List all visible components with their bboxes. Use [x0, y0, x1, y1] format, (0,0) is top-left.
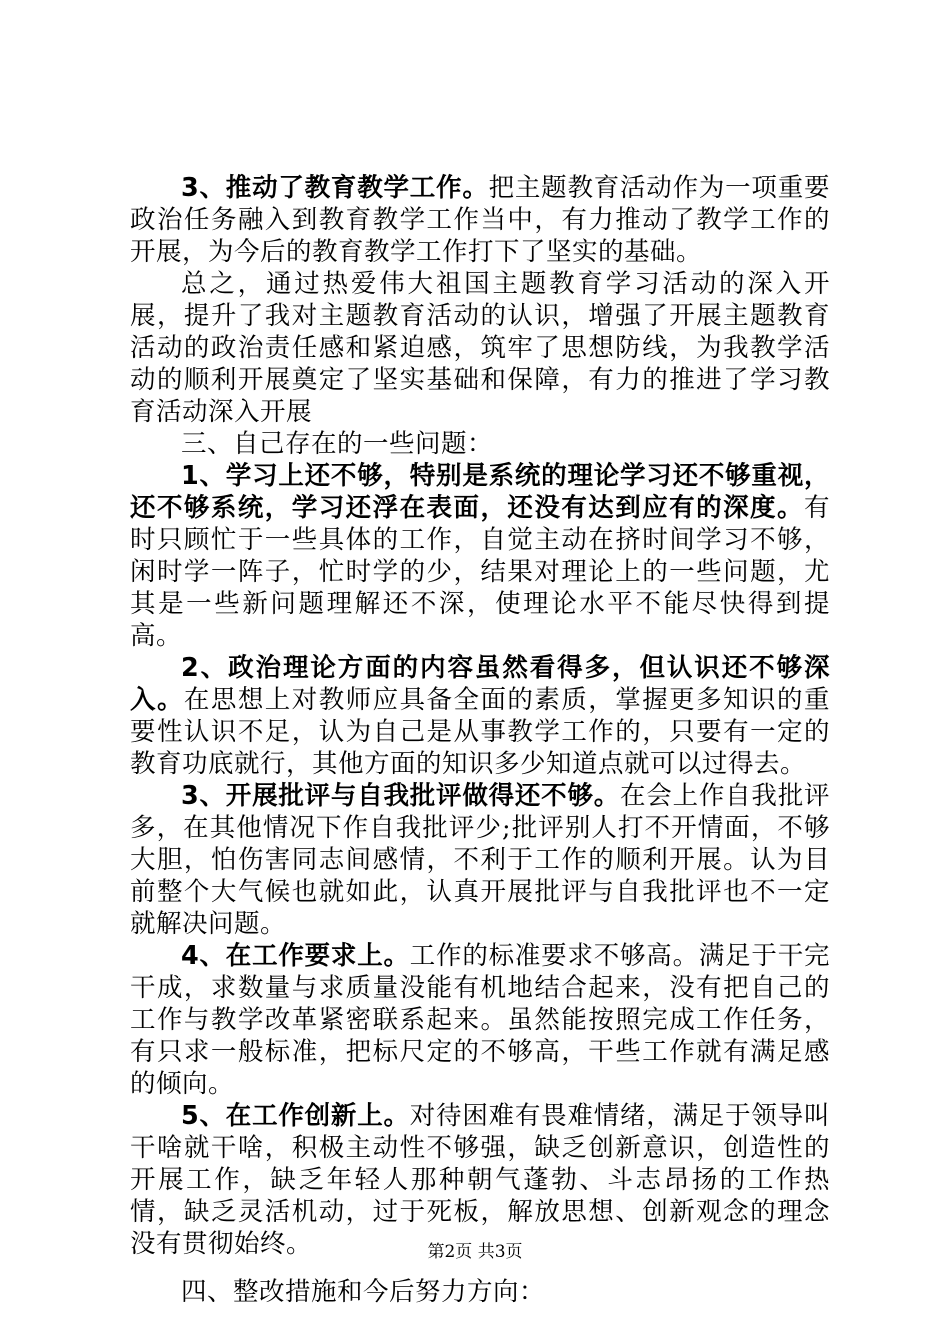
- paragraph-text: 总之，通过热爱伟大祖国主题教育学习活动的深入开展，提升了我对主题教育活动的认识，增强了开展主题教育活动的政治责任感和紧迫感，筑牢了思想防线，为我教学活动的顺利开展奠定了坚实基础和保障，有力的推进了学习教育活动深入开展: [130, 269, 830, 427]
- document-body: [130, 172, 830, 1308]
- section-heading-measures: [130, 1276, 830, 1308]
- section-heading: 四、整改措施和今后努力方向：: [181, 1277, 546, 1307]
- paragraph-heading: 1、学习上还不够，特别是系统的理论学习还不够重视，还不够系统，学习还浮在表面，还没有达到应有的深度。: [130, 461, 830, 523]
- paragraph-summary: [130, 268, 830, 428]
- paragraph-text: 有时只顾忙于一些具体的工作，自觉主动在挤时间学习不够，闲时学一阵子，忙时学的少，结果对理论上的一些问题，尤其是一些新问题理解还不深，使理论水平不能尽快得到提高。: [130, 493, 830, 651]
- paragraph-text: 把主题教育活动作为一项重要政治任务融入到教育教学工作当中，有力推动了教学工作的开展，为今后的教育教学工作打下了坚实的基础。: [130, 173, 830, 267]
- paragraph-heading: 3、开展批评与自我批评做得还不够。: [181, 781, 621, 811]
- paragraph-problem-5: [130, 1100, 830, 1260]
- paragraph-3-teaching-work: [130, 172, 830, 268]
- section-heading-problems: [130, 428, 830, 460]
- paragraph-heading: 4、在工作要求上。: [181, 941, 410, 971]
- paragraph-heading: 3、推动了教育教学工作。: [181, 173, 489, 203]
- paragraph-text: 在会上作自我批评多，在其他情况下作自我批评少;批评别人打不开情面，不够大胆，怕伤害同志间感情，不利于工作的顺利开展。认为目前整个大气候也就如此，认真开展批评与自我批评也不一定就解决问题。: [130, 781, 830, 939]
- paragraph-heading: 5、在工作创新上。: [181, 1101, 410, 1131]
- paragraph-text: 对待困难有畏难情绪，满足于领导叫干啥就干啥，积极主动性不够强，缺乏创新意识，创造性的开展工作，缺乏年轻人那种朝气蓬勃、斗志昂扬的工作热情，缺乏灵活机动，过于死板，解放思想、创新观念的理念没有贯彻始终。: [130, 1101, 830, 1259]
- paragraph-problem-4: [130, 940, 830, 1100]
- paragraph-problem-3: [130, 780, 830, 940]
- section-heading: 三、自己存在的一些问题：: [181, 429, 494, 459]
- paragraph-problem-1: [130, 460, 830, 652]
- page-number-footer: 第2页 共3页: [427, 1242, 523, 1262]
- paragraph-text: 在思想上对教师应具备全面的素质，掌握更多知识的重要性认识不足，认为自己是从事教学工作的，只要有一定的教育功底就行，其他方面的知识多少知道点就可以过得去。: [130, 685, 830, 779]
- paragraph-text: 工作的标准要求不够高。满足于干完干成，求数量与求质量没能有机地结合起来，没有把自己的工作与教学改革紧密联系起来。虽然能按照完成工作任务，有只求一般标准，把标尺定的不够高，干些工作就有满足感的倾向。: [130, 941, 830, 1099]
- paragraph-problem-2: [130, 652, 830, 780]
- paragraph-heading: 2、政治理论方面的内容虽然看得多，但认识还不够深入。: [130, 653, 830, 715]
